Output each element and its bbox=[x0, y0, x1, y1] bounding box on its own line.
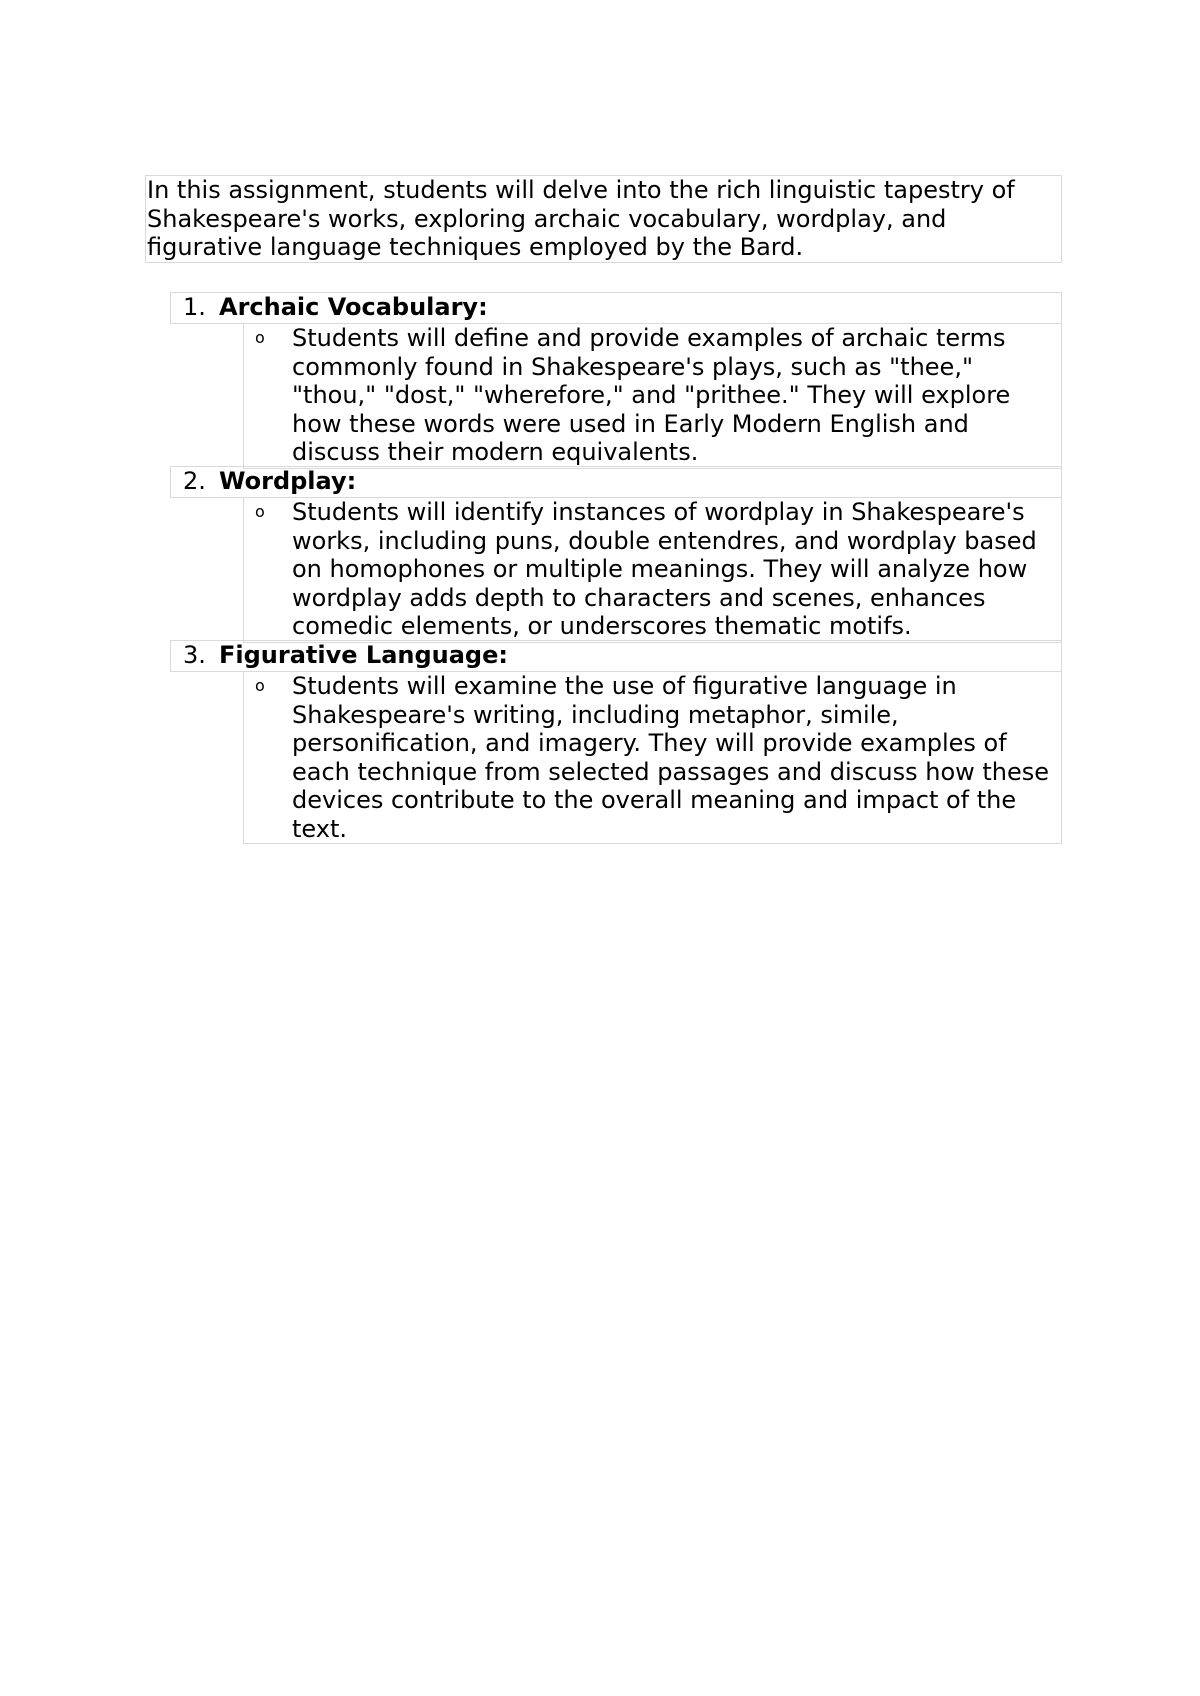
description-text bbox=[292, 498, 1062, 641]
description-line: works, including puns, double entendres, and wordplay based bbox=[292, 526, 1037, 555]
description-line: discuss their modern equivalents. bbox=[292, 438, 699, 467]
bullet-icon: o bbox=[255, 328, 265, 347]
list-item-title: Wordplay: bbox=[219, 467, 357, 495]
bullet-icon: o bbox=[255, 676, 265, 695]
description-line: commonly found in Shakespeare's plays, such as "thee," bbox=[292, 352, 973, 381]
intro-line: In this assignment, students will delve into the rich linguistic tapestry of bbox=[147, 176, 1015, 204]
list-item-heading bbox=[170, 640, 1062, 672]
description-line: "thou," "dost," "wherefore," and "prithee." They will explore bbox=[292, 381, 1011, 410]
description-line: comedic elements, or underscores thematic motifs. bbox=[292, 612, 912, 641]
list-item-heading bbox=[170, 292, 1062, 324]
description-line: devices contribute to the overall meaning and impact of the bbox=[292, 786, 1017, 815]
list-item-title: Figurative Language: bbox=[219, 641, 508, 669]
list-item-title: Archaic Vocabulary: bbox=[219, 293, 488, 321]
description-line: text. bbox=[292, 814, 347, 843]
description-line: Students will identify instances of wordplay in Shakespeare's bbox=[292, 498, 1025, 526]
bullet-icon: o bbox=[255, 502, 265, 521]
description-line: each technique from selected passages and discuss how these bbox=[292, 757, 1050, 786]
list-number: 2. bbox=[183, 467, 206, 495]
description-text bbox=[292, 672, 1062, 844]
list-number: 3. bbox=[183, 641, 206, 669]
description-line: Students will define and provide examples of archaic terms bbox=[292, 324, 1006, 352]
list-item-heading bbox=[170, 466, 1062, 498]
description-line: wordplay adds depth to characters and scenes, enhances bbox=[292, 583, 986, 612]
description-text bbox=[292, 324, 1062, 467]
list-item-description bbox=[243, 671, 1062, 844]
list-number: 1. bbox=[183, 293, 206, 321]
description-line: Shakespeare's writing, including metaphor, simile, bbox=[292, 700, 899, 729]
intro-line: figurative language techniques employed by the Bard. bbox=[147, 233, 804, 262]
description-line: on homophones or multiple meanings. They will analyze how bbox=[292, 555, 1028, 584]
list-item-description bbox=[243, 497, 1062, 643]
intro-paragraph bbox=[145, 175, 1062, 263]
intro-line: Shakespeare's works, exploring archaic vocabulary, wordplay, and bbox=[147, 204, 947, 233]
description-line: how these words were used in Early Modern English and bbox=[292, 409, 969, 438]
list-item-description bbox=[243, 323, 1062, 469]
description-line: Students will examine the use of figurative language in bbox=[292, 672, 957, 700]
description-line: personification, and imagery. They will provide examples of bbox=[292, 729, 1007, 758]
